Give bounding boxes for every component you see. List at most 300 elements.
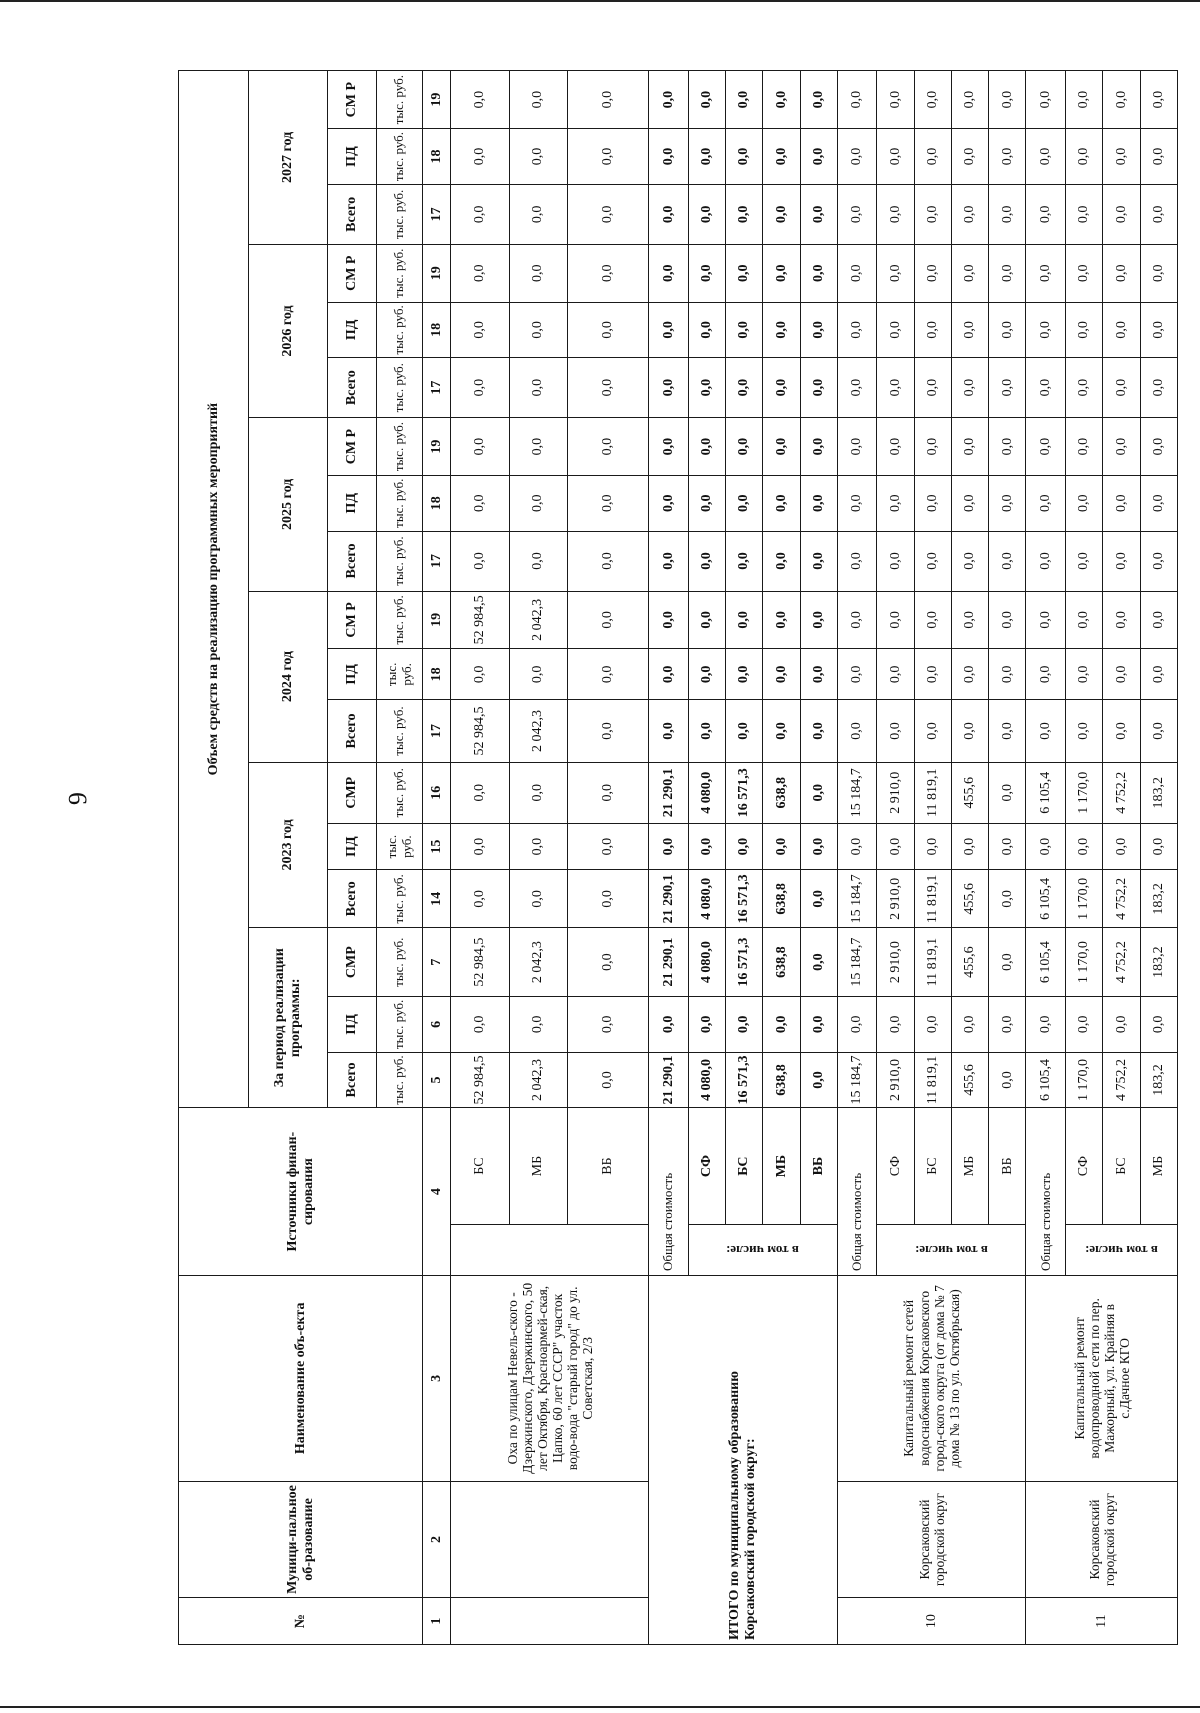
value-cell: 0,0 (763, 997, 800, 1053)
value-cell: 0,0 (509, 358, 567, 418)
value-cell: 0,0 (1066, 244, 1103, 302)
value-cell: 1 170,0 (1066, 1052, 1103, 1108)
subheader: ПД (328, 129, 377, 185)
value-cell: 0,0 (567, 823, 649, 870)
value-cell: 0,0 (1026, 700, 1066, 762)
value-cell: 0,0 (1026, 418, 1066, 476)
value-cell: 0,0 (726, 418, 763, 476)
col-number: 19 (423, 418, 451, 476)
value-cell: 16 571,3 (726, 762, 763, 823)
value-cell: 0,0 (1026, 184, 1066, 244)
value-cell: 0,0 (837, 997, 877, 1053)
value-cell: 0,0 (837, 358, 877, 418)
value-cell: 0,0 (877, 531, 914, 591)
value-cell: 0,0 (649, 997, 689, 1053)
source-cell: БС (1103, 1108, 1140, 1225)
value-cell: 0,0 (837, 184, 877, 244)
value-cell: 0,0 (800, 591, 837, 649)
source-cell: ВБ (989, 1108, 1026, 1225)
value-cell: 0,0 (989, 358, 1026, 418)
value-cell: 0,0 (951, 184, 988, 244)
value-cell: 0,0 (1103, 244, 1140, 302)
value-cell: 0,0 (726, 997, 763, 1053)
value-cell: 0,0 (509, 244, 567, 302)
value-cell: 0,0 (1066, 997, 1103, 1053)
value-cell: 0,0 (726, 591, 763, 649)
value-cell: 0,0 (649, 531, 689, 591)
unit-cell: тыс. руб. (376, 870, 423, 928)
value-cell: 0,0 (726, 129, 763, 185)
value-cell: 4 080,0 (688, 1052, 725, 1108)
value-cell: 0,0 (509, 997, 567, 1053)
value-cell: 0,0 (1140, 649, 1177, 700)
value-cell: 0,0 (989, 244, 1026, 302)
value-cell: 0,0 (451, 71, 509, 129)
value-cell: 455,6 (951, 762, 988, 823)
value-cell: 0,0 (800, 928, 837, 997)
value-cell: 0,0 (951, 129, 988, 185)
unit-cell: тыс. руб. (376, 358, 423, 418)
vertical-label-cell (688, 1224, 837, 1275)
value-cell: 0,0 (951, 71, 988, 129)
page-number: 6 (63, 792, 92, 805)
value-cell: 0,0 (837, 531, 877, 591)
col-header-mo: Муници-пальное об-разование (179, 1481, 423, 1598)
value-cell: 0,0 (1066, 531, 1103, 591)
value-cell: 0,0 (1026, 649, 1066, 700)
value-cell: 0,0 (914, 71, 951, 129)
value-cell: 2 042,3 (509, 700, 567, 762)
value-cell: 638,8 (763, 762, 800, 823)
value-cell: 0,0 (877, 475, 914, 531)
value-cell: 183,2 (1140, 928, 1177, 997)
value-cell: 0,0 (1140, 358, 1177, 418)
empty-cell (451, 1224, 649, 1275)
col-number: 19 (423, 591, 451, 649)
value-cell: 0,0 (567, 700, 649, 762)
value-cell: 0,0 (989, 870, 1026, 928)
value-cell: 0,0 (989, 762, 1026, 823)
value-cell: 0,0 (989, 997, 1026, 1053)
value-cell: 0,0 (567, 870, 649, 928)
value-cell: 0,0 (1103, 358, 1140, 418)
value-cell: 0,0 (649, 418, 689, 476)
total-cost-label: Общая стоимость (837, 1108, 877, 1276)
value-cell: 0,0 (914, 591, 951, 649)
value-cell: 0,0 (951, 302, 988, 358)
value-cell: 0,0 (509, 475, 567, 531)
value-cell: 0,0 (800, 649, 837, 700)
value-cell: 0,0 (989, 184, 1026, 244)
value-cell: 0,0 (567, 71, 649, 129)
subheader: ПД (328, 649, 377, 700)
value-cell: 52 984,5 (451, 591, 509, 649)
value-cell: 455,6 (951, 1052, 988, 1108)
object-name: Капитальный ремонт сетей водоснабжения Корсаковского город-ского округа (от дома № 7 дома № 13 по ул. Октябрьская) (837, 1276, 1026, 1482)
value-cell: 0,0 (951, 475, 988, 531)
value-cell: 0,0 (877, 71, 914, 129)
value-cell: 6 105,4 (1026, 928, 1066, 997)
value-cell: 0,0 (837, 129, 877, 185)
value-cell: 0,0 (951, 700, 988, 762)
col-header-name: Наименование объ-екта (179, 1276, 423, 1482)
value-cell: 0,0 (567, 184, 649, 244)
value-cell: 0,0 (800, 531, 837, 591)
value-cell: 6 105,4 (1026, 1052, 1066, 1108)
value-cell: 15 184,7 (837, 928, 877, 997)
value-cell: 0,0 (1026, 823, 1066, 870)
value-cell: 0,0 (914, 418, 951, 476)
table-row (451, 71, 509, 1645)
source-cell: МБ (763, 1108, 800, 1225)
value-cell: 11 819,1 (914, 762, 951, 823)
value-cell: 0,0 (877, 591, 914, 649)
value-cell: 0,0 (1066, 591, 1103, 649)
col-number: 19 (423, 244, 451, 302)
value-cell: 0,0 (837, 71, 877, 129)
value-cell: 0,0 (914, 302, 951, 358)
subheader: Всего (328, 358, 377, 418)
value-cell: 0,0 (1140, 302, 1177, 358)
value-cell: 0,0 (763, 184, 800, 244)
value-cell: 0,0 (837, 244, 877, 302)
value-cell: 0,0 (1026, 244, 1066, 302)
value-cell: 0,0 (837, 418, 877, 476)
value-cell: 4 752,2 (1103, 1052, 1140, 1108)
value-cell: 0,0 (763, 649, 800, 700)
value-cell: 0,0 (989, 531, 1026, 591)
source-cell: МБ (509, 1108, 567, 1225)
subheader: СМ Р (328, 244, 377, 302)
value-cell: 0,0 (567, 475, 649, 531)
unit-cell: тыс. руб. (376, 649, 423, 700)
value-cell: 0,0 (800, 71, 837, 129)
value-cell: 0,0 (763, 302, 800, 358)
value-cell: 0,0 (451, 531, 509, 591)
value-cell: 0,0 (567, 302, 649, 358)
value-cell: 2 910,0 (877, 870, 914, 928)
municipality: Корсаковский городской округ (837, 1481, 1026, 1598)
value-cell: 16 571,3 (726, 870, 763, 928)
value-cell: 4 080,0 (688, 870, 725, 928)
value-cell: 0,0 (951, 997, 988, 1053)
value-cell: 15 184,7 (837, 762, 877, 823)
value-cell: 21 290,1 (649, 870, 689, 928)
object-name: Оха по улицам Невель-ского - Дзержинского, Дзержинского, 50 лет Октября, Красноармей-ская, Цапко, 60 лет СССР" участок водо-вода "старый город" до ул. Советская, 2/3 (451, 1276, 649, 1482)
value-cell: 0,0 (914, 358, 951, 418)
value-cell: 0,0 (688, 302, 725, 358)
subheader: СМ Р (328, 591, 377, 649)
value-cell: 0,0 (1103, 997, 1140, 1053)
subheader: ПД (328, 997, 377, 1053)
value-cell: 0,0 (726, 184, 763, 244)
value-cell: 0,0 (451, 302, 509, 358)
value-cell: 0,0 (567, 129, 649, 185)
value-cell: 0,0 (688, 700, 725, 762)
value-cell: 0,0 (1103, 591, 1140, 649)
value-cell: 0,0 (649, 700, 689, 762)
value-cell: 21 290,1 (649, 762, 689, 823)
value-cell: 0,0 (509, 129, 567, 185)
value-cell: 11 819,1 (914, 1052, 951, 1108)
value-cell: 0,0 (1103, 184, 1140, 244)
value-cell: 0,0 (1140, 700, 1177, 762)
value-cell: 1 170,0 (1066, 762, 1103, 823)
value-cell: 0,0 (877, 244, 914, 302)
value-cell: 0,0 (1026, 358, 1066, 418)
col-number: 17 (423, 700, 451, 762)
scan-edge-bottom (0, 1706, 1200, 1708)
value-cell: 0,0 (800, 823, 837, 870)
value-cell: 0,0 (726, 475, 763, 531)
value-cell: 0,0 (989, 302, 1026, 358)
value-cell: 0,0 (1140, 591, 1177, 649)
value-cell: 0,0 (509, 184, 567, 244)
value-cell: 0,0 (763, 823, 800, 870)
value-cell: 0,0 (989, 418, 1026, 476)
value-cell: 0,0 (567, 531, 649, 591)
value-cell: 0,0 (837, 823, 877, 870)
col-header-no: № (179, 1598, 423, 1645)
value-cell: 0,0 (726, 823, 763, 870)
value-cell: 0,0 (989, 823, 1026, 870)
value-cell: 0,0 (567, 762, 649, 823)
col-number: 16 (423, 762, 451, 823)
value-cell: 0,0 (567, 358, 649, 418)
col-number: 6 (423, 997, 451, 1053)
value-cell: 0,0 (451, 649, 509, 700)
col-header-period: За период реализации программы: (248, 928, 327, 1108)
vertical-label-text: в том числе: (1085, 1243, 1158, 1259)
value-cell: 0,0 (1140, 418, 1177, 476)
value-cell: 0,0 (726, 244, 763, 302)
source-cell: ВБ (567, 1108, 649, 1225)
vertical-label-text: в том числе: (726, 1243, 800, 1259)
value-cell: 183,2 (1140, 1052, 1177, 1108)
col-number: 2 (423, 1481, 451, 1598)
value-cell: 0,0 (1026, 997, 1066, 1053)
value-cell: 0,0 (1140, 71, 1177, 129)
value-cell: 0,0 (1066, 129, 1103, 185)
value-cell: 16 571,3 (726, 1052, 763, 1108)
subheader: ПД (328, 302, 377, 358)
value-cell: 21 290,1 (649, 1052, 689, 1108)
value-cell: 0,0 (451, 184, 509, 244)
value-cell: 0,0 (914, 997, 951, 1053)
col-number: 17 (423, 531, 451, 591)
value-cell: 0,0 (989, 649, 1026, 700)
col-number: 5 (423, 1052, 451, 1108)
value-cell: 0,0 (989, 129, 1026, 185)
value-cell: 0,0 (763, 531, 800, 591)
value-cell: 52 984,5 (451, 700, 509, 762)
value-cell: 0,0 (800, 997, 837, 1053)
subheader: Всего (328, 870, 377, 928)
value-cell: 0,0 (877, 418, 914, 476)
value-cell: 0,0 (726, 649, 763, 700)
value-cell: 1 170,0 (1066, 928, 1103, 997)
source-cell: БС (726, 1108, 763, 1225)
value-cell: 4 080,0 (688, 928, 725, 997)
value-cell: 0,0 (914, 184, 951, 244)
value-cell: 0,0 (451, 870, 509, 928)
col-number: 7 (423, 928, 451, 997)
value-cell: 0,0 (763, 418, 800, 476)
value-cell: 0,0 (951, 358, 988, 418)
value-cell: 0,0 (1140, 184, 1177, 244)
col-header-year: 2027 год (248, 71, 327, 245)
col-header-year: 2026 год (248, 244, 327, 417)
source-cell: СФ (877, 1108, 914, 1225)
subheader: Всего (328, 184, 377, 244)
value-cell: 0,0 (914, 649, 951, 700)
unit-cell: тыс. руб. (376, 184, 423, 244)
value-cell: 52 984,5 (451, 1052, 509, 1108)
value-cell: 0,0 (567, 649, 649, 700)
value-cell: 0,0 (649, 649, 689, 700)
value-cell: 0,0 (649, 244, 689, 302)
value-cell: 0,0 (989, 591, 1026, 649)
col-header-year: 2024 год (248, 591, 327, 762)
subheader: СМР (328, 762, 377, 823)
value-cell: 4 752,2 (1103, 762, 1140, 823)
value-cell: 0,0 (800, 129, 837, 185)
value-cell: 0,0 (1026, 591, 1066, 649)
value-cell: 0,0 (989, 700, 1026, 762)
value-cell: 0,0 (451, 129, 509, 185)
value-cell: 0,0 (1026, 302, 1066, 358)
value-cell: 0,0 (800, 762, 837, 823)
value-cell: 0,0 (688, 649, 725, 700)
value-cell: 0,0 (1103, 302, 1140, 358)
row-number: 10 (837, 1598, 1026, 1645)
value-cell: 4 752,2 (1103, 870, 1140, 928)
object-name: Капитальный ремонт водопроводной сети по пер. Мажорный, ул. Крайняя в с.Дачное КГО (1026, 1276, 1178, 1482)
value-cell: 0,0 (1026, 71, 1066, 129)
source-cell: БС (451, 1108, 509, 1225)
value-cell: 21 290,1 (649, 928, 689, 997)
unit-cell: тыс. руб. (376, 823, 423, 870)
value-cell: 0,0 (763, 700, 800, 762)
value-cell: 0,0 (800, 1052, 837, 1108)
col-number: 4 (423, 1108, 451, 1276)
value-cell: 2 042,3 (509, 928, 567, 997)
value-cell: 0,0 (989, 71, 1026, 129)
value-cell: 0,0 (877, 129, 914, 185)
value-cell: 0,0 (877, 358, 914, 418)
vertical-label-text: в том числе: (915, 1243, 988, 1259)
value-cell: 2 910,0 (877, 1052, 914, 1108)
value-cell: 0,0 (649, 184, 689, 244)
value-cell: 0,0 (800, 244, 837, 302)
value-cell: 0,0 (763, 475, 800, 531)
value-cell: 0,0 (914, 244, 951, 302)
value-cell: 0,0 (914, 129, 951, 185)
value-cell: 1 170,0 (1066, 870, 1103, 928)
value-cell: 0,0 (1026, 531, 1066, 591)
value-cell: 638,8 (763, 928, 800, 997)
value-cell: 0,0 (837, 591, 877, 649)
value-cell: 0,0 (451, 997, 509, 1053)
value-cell: 0,0 (837, 475, 877, 531)
value-cell: 638,8 (763, 870, 800, 928)
unit-cell: тыс. руб. (376, 244, 423, 302)
vertical-label-cell (877, 1224, 1026, 1275)
unit-cell: тыс. руб. (376, 1052, 423, 1108)
value-cell: 0,0 (1103, 531, 1140, 591)
subheader: ПД (328, 823, 377, 870)
value-cell: 0,0 (1103, 129, 1140, 185)
value-cell: 0,0 (688, 184, 725, 244)
vertical-label-cell (1066, 1224, 1178, 1275)
source-cell: СФ (688, 1108, 725, 1225)
value-cell: 0,0 (509, 762, 567, 823)
financing-table (178, 70, 1178, 1645)
value-cell: 0,0 (649, 823, 689, 870)
value-cell: 0,0 (567, 244, 649, 302)
table-row (1026, 71, 1066, 1645)
value-cell: 0,0 (509, 823, 567, 870)
unit-cell: тыс. руб. (376, 71, 423, 129)
value-cell: 0,0 (1066, 649, 1103, 700)
value-cell: 0,0 (989, 928, 1026, 997)
value-cell: 0,0 (1066, 71, 1103, 129)
value-cell: 0,0 (451, 475, 509, 531)
value-cell: 0,0 (451, 762, 509, 823)
value-cell: 0,0 (688, 997, 725, 1053)
source-cell: МБ (1140, 1108, 1177, 1225)
value-cell: 0,0 (451, 244, 509, 302)
table-row (179, 71, 249, 1645)
rotated-table-wrapper (178, 70, 1178, 1645)
value-cell: 0,0 (951, 418, 988, 476)
value-cell: 183,2 (1140, 762, 1177, 823)
source-cell: СФ (1066, 1108, 1103, 1225)
value-cell: 0,0 (877, 997, 914, 1053)
value-cell: 0,0 (1140, 823, 1177, 870)
value-cell: 0,0 (509, 649, 567, 700)
value-cell: 0,0 (1103, 823, 1140, 870)
value-cell: 0,0 (688, 244, 725, 302)
value-cell: 0,0 (649, 475, 689, 531)
table-row (649, 71, 689, 1645)
value-cell: 0,0 (877, 823, 914, 870)
value-cell: 0,0 (688, 591, 725, 649)
subheader: СМ Р (328, 418, 377, 476)
scan-edge-top (0, 0, 1200, 2)
value-cell: 0,0 (1103, 649, 1140, 700)
value-cell: 11 819,1 (914, 870, 951, 928)
subheader: СМ Р (328, 71, 377, 129)
col-number: 1 (423, 1598, 451, 1645)
subheader: Всего (328, 1052, 377, 1108)
value-cell: 15 184,7 (837, 870, 877, 928)
value-cell: 0,0 (688, 823, 725, 870)
col-header-volume: Объем средств на реализацию программных мероприятий (179, 71, 249, 1108)
empty-cell (451, 1481, 649, 1598)
value-cell: 0,0 (1140, 997, 1177, 1053)
unit-cell: тыс. руб. (376, 997, 423, 1053)
value-cell: 11 819,1 (914, 928, 951, 997)
value-cell: 6 105,4 (1026, 762, 1066, 823)
col-number: 17 (423, 184, 451, 244)
value-cell: 0,0 (914, 531, 951, 591)
value-cell: 0,0 (951, 823, 988, 870)
value-cell: 0,0 (1066, 302, 1103, 358)
col-number: 15 (423, 823, 451, 870)
unit-cell: тыс. руб. (376, 475, 423, 531)
value-cell: 0,0 (688, 475, 725, 531)
